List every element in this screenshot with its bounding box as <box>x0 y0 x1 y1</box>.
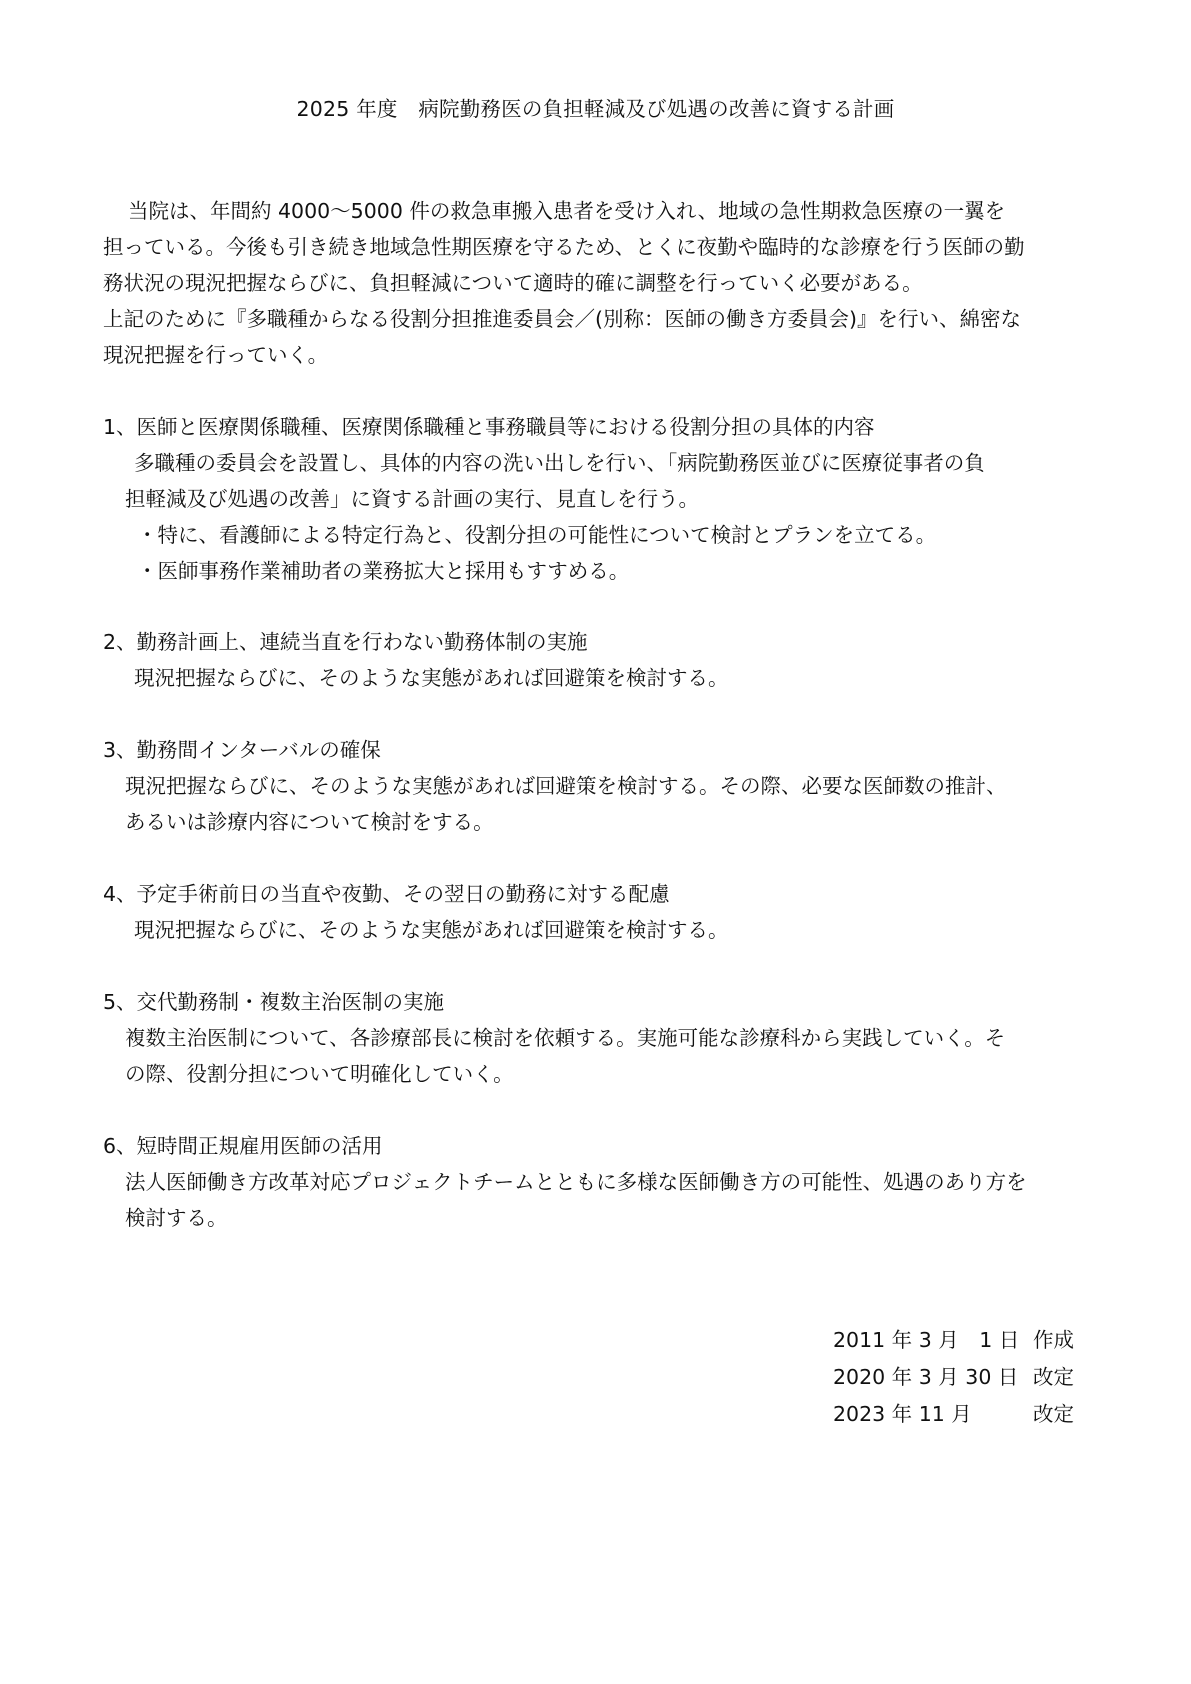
revision-date: 2020 年 3 月 30 日 <box>833 1365 1019 1389</box>
section-heading: 3、勤務間インターバルの確保 <box>103 738 381 762</box>
section-4 <box>103 876 1108 948</box>
section-3 <box>103 732 1108 840</box>
intro-paragraph <box>103 193 1108 373</box>
section-heading: 6、短時間正規雇用医師の活用 <box>103 1134 383 1158</box>
section-bullet: ・医師事務作業補助者の業務拡大と採用もすすめる。 <box>137 559 630 583</box>
section-line: 法人医師働き方改革対応プロジェクトチームとともに多様な医師働き方の可能性、処遇のあり方を <box>125 1170 1027 1194</box>
section-line: 担軽減及び処遇の改善」に資する計画の実行、見直しを行う。 <box>125 487 699 511</box>
section-6 <box>103 1128 1108 1236</box>
revision-status: 改定 <box>1033 1402 1074 1426</box>
revision-row <box>833 1359 1074 1396</box>
section-line: 現況把握ならびに、そのような実態があれば回避策を検討する。 <box>134 918 729 942</box>
section-2 <box>103 624 1108 696</box>
revision-status: 作成 <box>1033 1328 1074 1352</box>
section-line: 現況把握ならびに、そのような実態があれば回避策を検討する。 <box>134 666 729 690</box>
section-5 <box>103 984 1108 1092</box>
intro-line: 上記のために『多職種からなる役割分担推進委員会／(別称：医師の働き方委員会)』を行い、綿密な <box>103 307 1021 331</box>
revision-row <box>833 1396 1074 1433</box>
document-title: 2025 年度 病院勤務医の負担軽減及び処遇の改善に資する計画 <box>296 97 895 121</box>
section-line: 検討する。 <box>125 1206 228 1230</box>
intro-line: 担っている。今後も引き続き地域急性期医療を守るため、とくに夜勤や臨時的な診療を行う医師の勤 <box>103 235 1025 259</box>
section-line: 現況把握ならびに、そのような実態があれば回避策を検討する。その際、必要な医師数の推計、 <box>125 774 1007 798</box>
intro-line: 務状況の現況把握ならびに、負担軽減について適時的確に調整を行っていく必要がある。 <box>103 271 923 295</box>
section-heading: 2、勤務計画上、連続当直を行わない勤務体制の実施 <box>103 630 588 654</box>
revision-date: 2023 年 11 月 <box>833 1402 972 1426</box>
section-1 <box>103 409 1108 589</box>
revision-history <box>833 1322 1074 1433</box>
section-bullet: ・特に、看護師による特定行為と、役割分担の可能性について検討とプランを立てる。 <box>137 523 937 547</box>
intro-line: 当院は、年間約 4000～5000 件の救急車搬入患者を受け入れ、地域の急性期救急医療の一翼を <box>128 199 1006 223</box>
section-line: 多職種の委員会を設置し、具体的内容の洗い出しを行い、「病院勤務医並びに医療従事者の負 <box>134 451 985 475</box>
section-line: あるいは診療内容について検討をする。 <box>125 810 494 834</box>
section-line: 複数主治医制について、各診療部長に検討を依頼する。実施可能な診療科から実践していく。そ <box>125 1026 1006 1050</box>
section-heading: 4、予定手術前日の当直や夜勤、その翌日の勤務に対する配慮 <box>103 882 670 906</box>
revision-status: 改定 <box>1033 1365 1074 1389</box>
section-heading: 1、医師と医療関係職種、医療関係職種と事務職員等における役割分担の具体的内容 <box>103 415 875 439</box>
intro-line: 現況把握を行っていく。 <box>103 343 329 367</box>
section-line: の際、役割分担について明確化していく。 <box>125 1062 514 1086</box>
revision-row <box>833 1322 1074 1359</box>
section-heading: 5、交代勤務制・複数主治医制の実施 <box>103 990 445 1014</box>
revision-date: 2011 年 3 月 1 日 <box>833 1328 1020 1352</box>
